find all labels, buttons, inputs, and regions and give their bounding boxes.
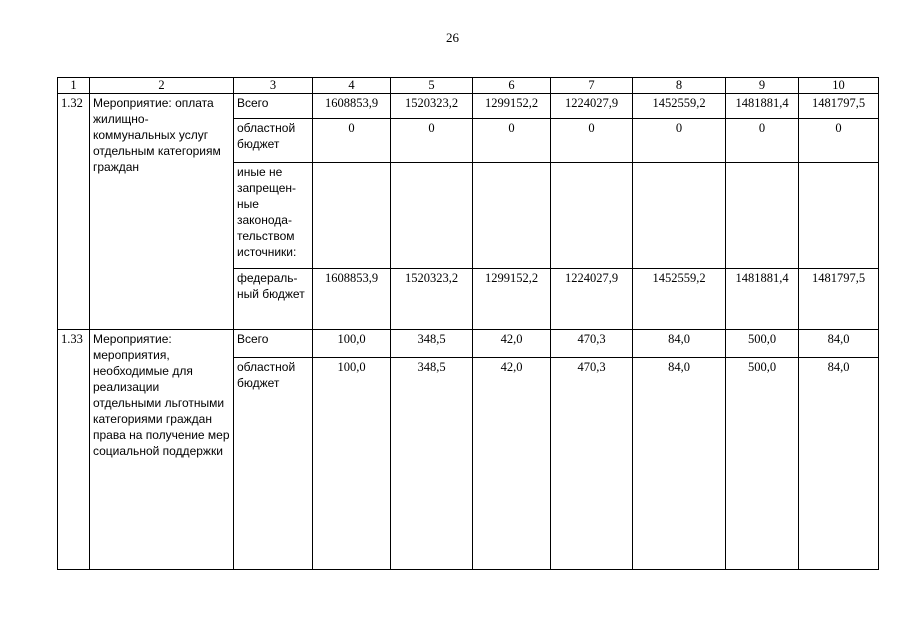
row-description: Мероприятие: оплата жилищно-коммунальных услуг отдельным категориям граждан bbox=[90, 94, 234, 330]
value-cell bbox=[391, 163, 473, 269]
value-cell: 100,0 bbox=[313, 330, 391, 358]
row-number: 1.32 bbox=[58, 94, 90, 330]
value-cell: 1452559,2 bbox=[633, 94, 726, 119]
column-header: 10 bbox=[799, 78, 879, 94]
value-cell: 1608853,9 bbox=[313, 269, 391, 330]
value-cell: 1299152,2 bbox=[473, 94, 551, 119]
value-cell: 0 bbox=[473, 119, 551, 163]
column-header: 5 bbox=[391, 78, 473, 94]
row-number: 1.33 bbox=[58, 330, 90, 570]
value-cell: 0 bbox=[726, 119, 799, 163]
funding-source: областной бюджет bbox=[234, 358, 313, 570]
column-header: 2 bbox=[90, 78, 234, 94]
value-cell: 1481797,5 bbox=[799, 94, 879, 119]
value-cell: 0 bbox=[799, 119, 879, 163]
funding-source: областной бюджет bbox=[234, 119, 313, 163]
value-cell: 0 bbox=[633, 119, 726, 163]
value-cell: 1608853,9 bbox=[313, 94, 391, 119]
value-cell: 1481881,4 bbox=[726, 94, 799, 119]
column-header: 7 bbox=[551, 78, 633, 94]
value-cell: 1481797,5 bbox=[799, 269, 879, 330]
value-cell: 470,3 bbox=[551, 358, 633, 570]
column-header: 8 bbox=[633, 78, 726, 94]
value-cell bbox=[473, 163, 551, 269]
value-cell: 84,0 bbox=[799, 330, 879, 358]
value-cell bbox=[726, 163, 799, 269]
value-cell: 0 bbox=[391, 119, 473, 163]
row-description: Мероприятие: мероприятия, необходимые для реализации отдельными льготными категориями граждан права на получение мер социальной поддержки bbox=[90, 330, 234, 570]
value-cell bbox=[551, 163, 633, 269]
value-cell: 42,0 bbox=[473, 358, 551, 570]
value-cell: 0 bbox=[313, 119, 391, 163]
value-cell: 1520323,2 bbox=[391, 269, 473, 330]
value-cell bbox=[633, 163, 726, 269]
column-header: 6 bbox=[473, 78, 551, 94]
value-cell: 1224027,9 bbox=[551, 94, 633, 119]
value-cell: 84,0 bbox=[799, 358, 879, 570]
column-header: 3 bbox=[234, 78, 313, 94]
column-header: 9 bbox=[726, 78, 799, 94]
funding-source: Всего bbox=[234, 94, 313, 119]
value-cell bbox=[799, 163, 879, 269]
value-cell: 1520323,2 bbox=[391, 94, 473, 119]
column-header: 4 bbox=[313, 78, 391, 94]
value-cell: 1224027,9 bbox=[551, 269, 633, 330]
value-cell: 500,0 bbox=[726, 330, 799, 358]
value-cell: 1481881,4 bbox=[726, 269, 799, 330]
funding-source: федераль-ный бюджет bbox=[234, 269, 313, 330]
column-header: 1 bbox=[58, 78, 90, 94]
funding-source: Всего bbox=[234, 330, 313, 358]
value-cell: 1299152,2 bbox=[473, 269, 551, 330]
page-number: 26 bbox=[446, 30, 459, 45]
table-row bbox=[58, 330, 879, 358]
value-cell bbox=[313, 163, 391, 269]
budget-table bbox=[57, 77, 879, 570]
value-cell: 0 bbox=[551, 119, 633, 163]
value-cell: 1452559,2 bbox=[633, 269, 726, 330]
value-cell: 500,0 bbox=[726, 358, 799, 570]
value-cell: 100,0 bbox=[313, 358, 391, 570]
value-cell: 348,5 bbox=[391, 330, 473, 358]
value-cell: 84,0 bbox=[633, 330, 726, 358]
value-cell: 84,0 bbox=[633, 358, 726, 570]
table-row bbox=[58, 94, 879, 119]
value-cell: 42,0 bbox=[473, 330, 551, 358]
value-cell: 348,5 bbox=[391, 358, 473, 570]
header-row bbox=[58, 78, 879, 94]
value-cell: 470,3 bbox=[551, 330, 633, 358]
funding-source: иные не запрещен-ные законода-тельством источники: bbox=[234, 163, 313, 269]
